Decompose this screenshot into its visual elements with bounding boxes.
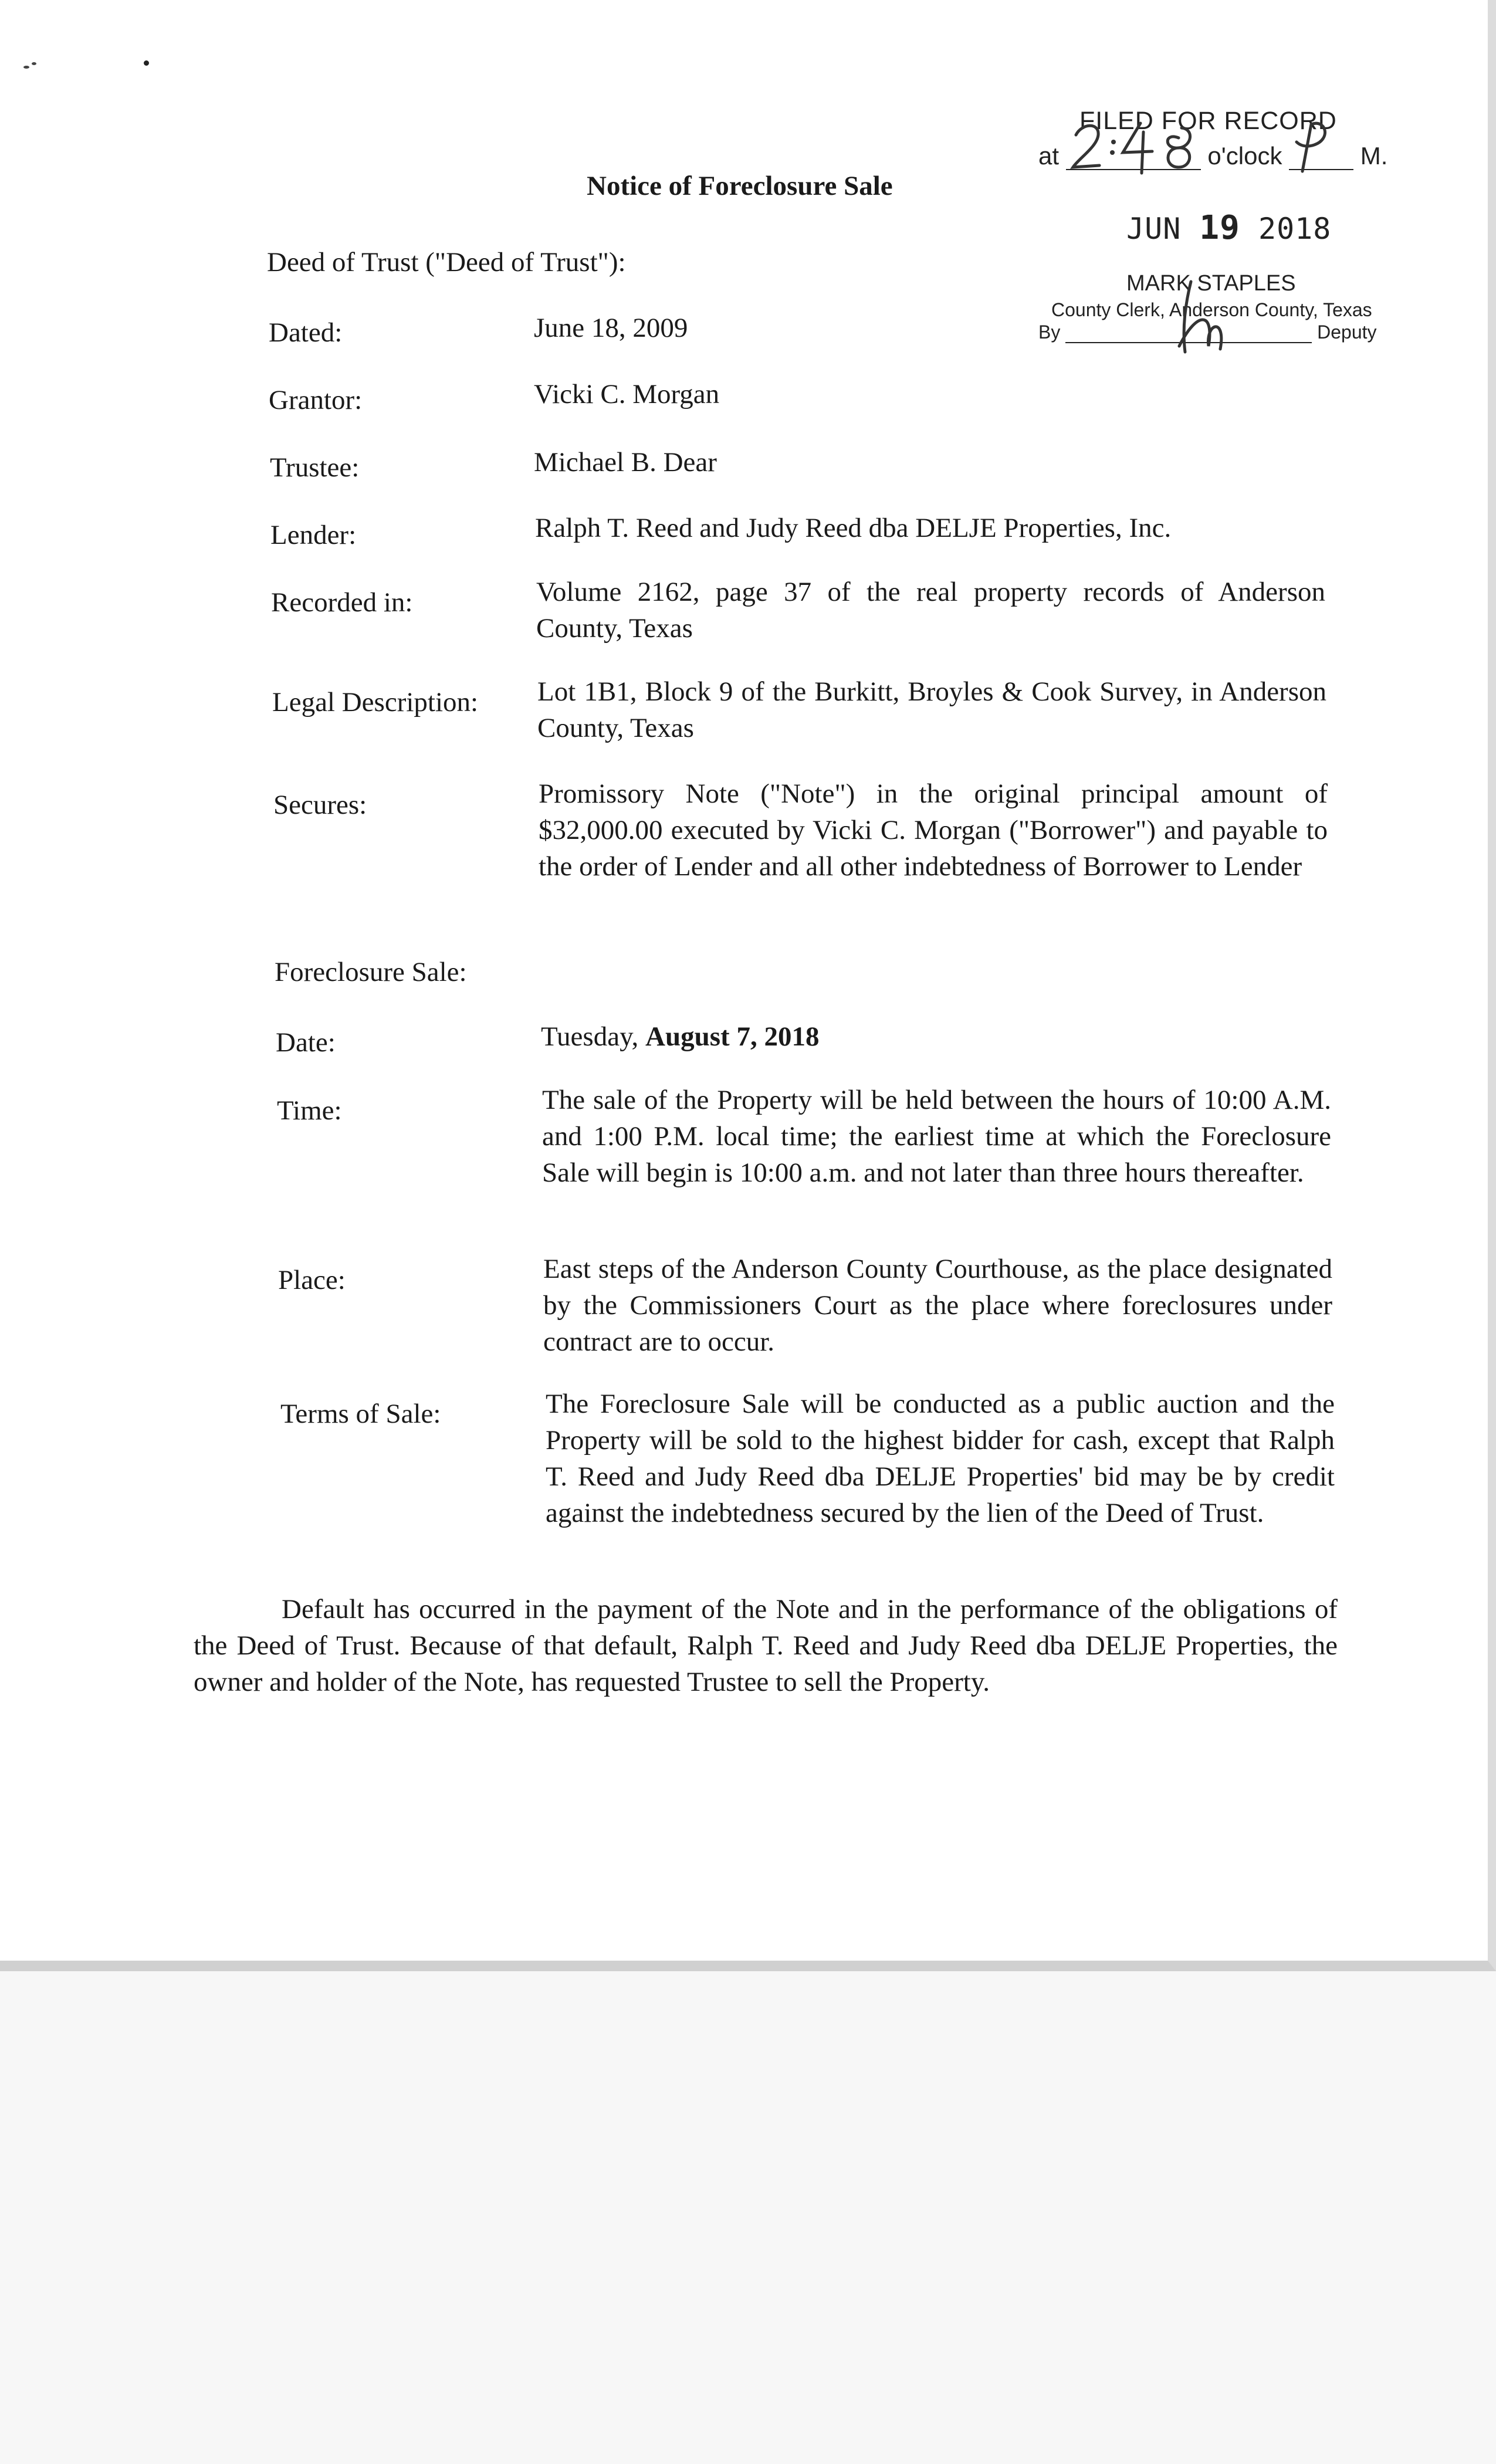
stamp-at-label: at bbox=[1038, 142, 1060, 170]
sale-date-date: August 7, 2018 bbox=[645, 1021, 820, 1052]
scan-speck bbox=[144, 60, 149, 66]
handwritten-time bbox=[1064, 111, 1211, 176]
trustee-value: Michael B. Dear bbox=[534, 447, 717, 478]
trustee-label: Trustee: bbox=[270, 452, 360, 483]
stamp-m-label: M. bbox=[1360, 142, 1388, 170]
stamp-date bbox=[1126, 209, 1331, 247]
recorded-in-label: Recorded in: bbox=[271, 587, 413, 618]
terms-of-sale-label: Terms of Sale: bbox=[280, 1399, 441, 1429]
scan-speck bbox=[23, 66, 29, 69]
stamp-filed-for-record: FILED FOR RECORD bbox=[1079, 107, 1337, 135]
sale-place-value: East steps of the Anderson County Courthouse, as the place designated by the Commissioners Court as the place where foreclosures under contract are to occur. bbox=[543, 1254, 1332, 1357]
stamp-date-month: JUN bbox=[1126, 212, 1182, 246]
stamp-date-day: 19 bbox=[1199, 209, 1240, 247]
stamp-date-year: 2018 bbox=[1258, 212, 1332, 246]
sale-date-weekday: Tuesday, bbox=[541, 1021, 646, 1052]
dated-value: June 18, 2009 bbox=[534, 313, 688, 343]
stamp-clerk-title: County Clerk, Anderson County, Texas bbox=[1051, 299, 1372, 320]
stamp-clerk-name: MARK STAPLES bbox=[1126, 271, 1296, 296]
legal-description-label: Legal Description: bbox=[272, 687, 479, 717]
secures-label: Secures: bbox=[273, 790, 367, 820]
sale-date-value bbox=[541, 1018, 1330, 1055]
lender-label: Lender: bbox=[270, 520, 357, 550]
grantor-label: Grantor: bbox=[269, 385, 363, 415]
foreclosure-sale-heading: Foreclosure Sale: bbox=[275, 957, 467, 987]
dated-label: Dated: bbox=[269, 317, 343, 348]
sale-time-value: The sale of the Property will be held between the hours of 10:00 A.M. and 1:00 P.M. local time; the earliest time at which the Foreclosure Sale will begin is 10:00 a.m. and not later than three hours thereafter. bbox=[542, 1085, 1331, 1188]
terms-of-sale-value: The Foreclosure Sale will be conducted as a public auction and the Property will be sold to the highest bidder for cash, except that Ralph T. Reed and Judy Reed dba DELJE Properties' bid may be by credit against the indebtedness secured by the lien of the Deed of Trust. bbox=[546, 1389, 1335, 1528]
deed-of-trust-heading: Deed of Trust ("Deed of Trust"): bbox=[267, 247, 626, 277]
legal-description-value: Lot 1B1, Block 9 of the Burkitt, Broyles & Cook Survey, in Anderson County, Texas bbox=[537, 676, 1326, 743]
handwritten-meridiem bbox=[1285, 113, 1338, 177]
recorded-in-value: Volume 2162, page 37 of the real property records of Anderson County, Texas bbox=[536, 577, 1325, 644]
scan-speck bbox=[32, 62, 36, 65]
stamp-oclock-label: o'clock bbox=[1207, 142, 1282, 170]
secures-value: Promissory Note ("Note") in the original principal amount of $32,000.00 executed by Vicki C. Morgan ("Borrower") and payable to the order of Lender and all other indebtedness of Borrower to Lender bbox=[539, 779, 1328, 882]
stamp-by-label: By bbox=[1038, 321, 1061, 343]
sale-time-label: Time: bbox=[277, 1095, 342, 1126]
sale-place-label: Place: bbox=[278, 1265, 346, 1295]
sale-date-label: Date: bbox=[276, 1027, 336, 1058]
default-paragraph bbox=[194, 1591, 1338, 1700]
default-paragraph-text: Default has occurred in the payment of the Note and in the performance of the obligations of the Deed of Trust. Because of that default, Ralph T. Reed and Judy Reed dba DELJE Properties, the owner and holder of the Note, has requested Trustee to sell the Property. bbox=[194, 1594, 1338, 1697]
lender-value: Ralph T. Reed and Judy Reed dba DELJE Properties, Inc. bbox=[535, 513, 1172, 543]
grantor-value: Vicki C. Morgan bbox=[534, 379, 720, 409]
document-title: Notice of Foreclosure Sale bbox=[587, 171, 893, 201]
stamp-deputy-label: Deputy bbox=[1317, 321, 1377, 343]
